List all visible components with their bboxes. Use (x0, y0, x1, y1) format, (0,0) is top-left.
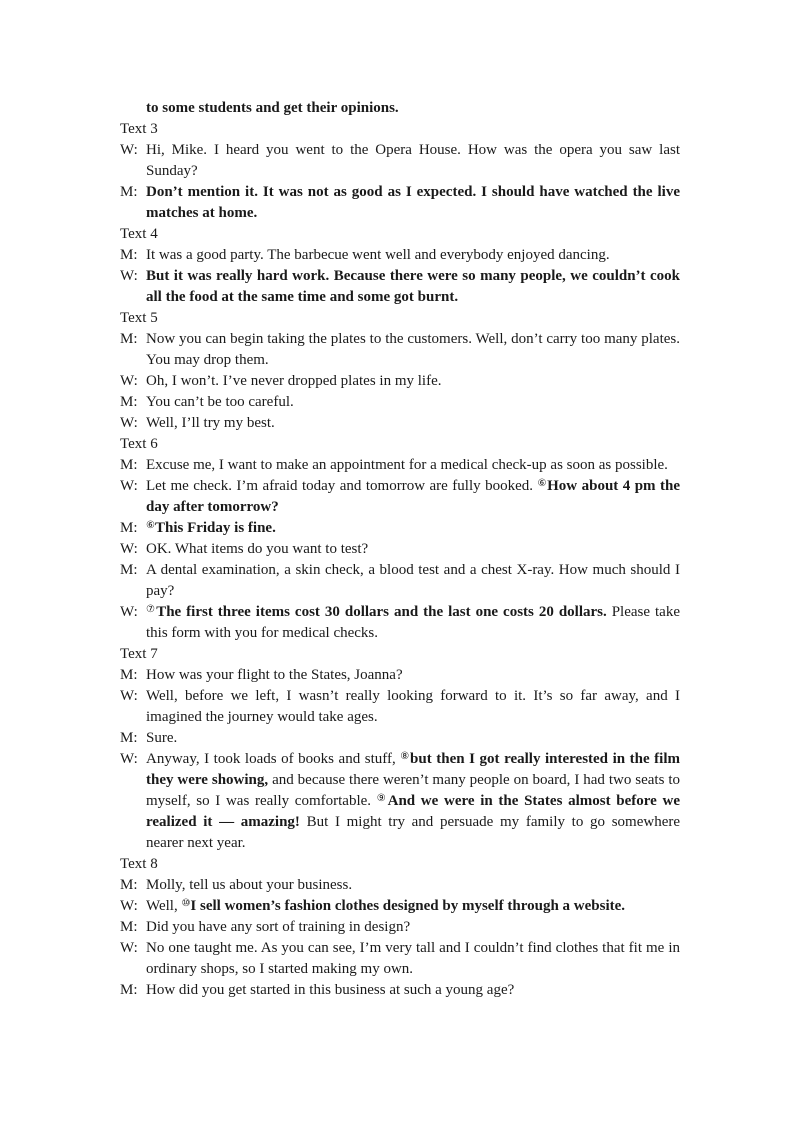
speech-segment: Let me check. I’m afraid today and tomorrow are fully booked. (146, 478, 538, 494)
speech-text (146, 371, 680, 392)
text-heading: Text 7 (120, 646, 158, 662)
speech-text (146, 665, 680, 686)
answer-key-text: How about 4 pm the day after tomorrow? (146, 478, 681, 515)
speaker-label: M: (120, 667, 138, 683)
speech-text (146, 140, 680, 182)
speech-segment: Oh, I won’t. I’ve never dropped plates in my life. (146, 373, 442, 389)
dialogue-turn (120, 182, 680, 224)
speaker-label: M: (120, 520, 138, 536)
speaker-label: M: (120, 562, 138, 578)
question-number-marker: ⑨ (376, 793, 388, 804)
speech-text (146, 938, 680, 980)
dialogue-turn (120, 875, 680, 896)
speech-text (146, 455, 680, 476)
dialogue-turn (120, 749, 680, 854)
speech-text (146, 728, 680, 749)
speech-text (146, 392, 680, 413)
dialogue-turn (120, 413, 680, 434)
speaker-label: M: (120, 184, 138, 200)
speech-text (146, 329, 680, 371)
speech-segment: and because there weren’t many people on board, I had two seats to myself, so I was really comfortable. (146, 772, 680, 809)
speaker-label: W: (120, 142, 138, 158)
speech-segment: OK. What items do you want to test? (146, 541, 369, 557)
speech-text (146, 749, 680, 854)
speech-text (146, 602, 680, 644)
speech-text (146, 875, 680, 896)
speech-text (146, 266, 680, 308)
speech-segment: It was a good party. The barbecue went well and everybody enjoyed dancing. (146, 247, 610, 263)
speech-segment: Now you can begin taking the plates to the customers. Well, don’t carry too many plates. You may drop them. (146, 331, 680, 368)
dialogue-turn (120, 518, 680, 539)
speech-segment: Sure. (146, 730, 178, 746)
speech-segment: Molly, tell us about your business. (146, 877, 353, 893)
speech-segment: Well, I’ll try my best. (146, 415, 275, 431)
intro-continuation: to some students and get their opinions. (146, 100, 399, 116)
text-heading: Text 8 (120, 856, 158, 872)
text-heading: Text 6 (120, 436, 158, 452)
speech-text (146, 518, 680, 539)
speech-segment: Hi, Mike. I heard you went to the Opera House. How was the opera you saw last Sunday? (146, 142, 680, 179)
speech-segment: You can’t be too careful. (146, 394, 294, 410)
speech-segment: Well, before we left, I wasn’t really looking forward to it. It’s so far away, and I imagined the journey would take ages. (146, 688, 680, 725)
dialogue-turn (120, 245, 680, 266)
dialogue-turn (120, 980, 680, 1001)
speech-text (146, 245, 680, 266)
dialogue-turn (120, 602, 680, 644)
speaker-label: M: (120, 247, 138, 263)
answer-key-text: And we were in the States almost before we realized it — amazing! (146, 793, 680, 830)
dialogue-turn (120, 917, 680, 938)
speaker-label: M: (120, 730, 138, 746)
text-heading: Text 3 (120, 121, 158, 137)
question-number-marker: ⑦ (146, 604, 157, 615)
dialogue-turn (120, 329, 680, 371)
question-number-marker: ⑩ (181, 898, 191, 909)
speaker-label: W: (120, 751, 138, 767)
speech-segment: Anyway, I took loads of books and stuff, (146, 751, 401, 767)
dialogue-turn (120, 728, 680, 749)
speech-segment: Please take this form with you for medical checks. (146, 604, 680, 641)
answer-key-text: Don’t mention it. It was not as good as I expected. I should have watched the live matches at home. (146, 184, 680, 221)
text-heading: Text 4 (120, 226, 158, 242)
question-number-marker: ⑥ (146, 520, 155, 531)
speech-segment: But I might try and persuade my family to go somewhere nearer next year. (146, 814, 680, 851)
speaker-label: W: (120, 688, 138, 704)
dialogue-turn (120, 392, 680, 413)
dialogue-turn (120, 560, 680, 602)
dialogue-turn (120, 686, 680, 728)
speaker-label: M: (120, 457, 138, 473)
speaker-label: M: (120, 919, 138, 935)
speaker-label: W: (120, 268, 138, 284)
dialogue-turn (120, 938, 680, 980)
speech-segment: A dental examination, a skin check, a blood test and a chest X-ray. How much should I pay? (146, 562, 680, 599)
text-heading: Text 5 (120, 310, 158, 326)
speech-segment: No one taught me. As you can see, I’m very tall and I couldn’t find clothes that fit me in ordinary shops, so I started making my own. (146, 940, 680, 977)
transcript-texts (120, 119, 680, 1001)
answer-key-text: But it was really hard work. Because there were so many people, we couldn’t cook all the food at the same time and some got burnt. (146, 268, 680, 305)
speech-text (146, 182, 680, 224)
speech-text (146, 413, 680, 434)
dialogue-turn (120, 476, 680, 518)
speech-segment: Well, (146, 898, 182, 914)
dialogue-turn (120, 266, 680, 308)
speaker-label: W: (120, 541, 138, 557)
speech-segment: How did you get started in this business at such a young age? (146, 982, 515, 998)
speaker-label: M: (120, 877, 138, 893)
dialogue-turn (120, 371, 680, 392)
dialogue-turn (120, 140, 680, 182)
speech-text (146, 917, 680, 938)
answer-key-text: This Friday is fine. (154, 520, 276, 536)
speech-text (146, 539, 680, 560)
answer-key-text: The first three items cost 30 dollars and the last one costs 20 dollars. (156, 604, 607, 620)
speech-text (146, 476, 680, 518)
speaker-label: W: (120, 415, 138, 431)
speaker-label: W: (120, 604, 138, 620)
question-number-marker: ⑥ (537, 478, 548, 489)
speaker-label: M: (120, 982, 138, 998)
speaker-label: M: (120, 331, 138, 347)
speaker-label: W: (120, 373, 138, 389)
speech-segment: How was your flight to the States, Joanna? (146, 667, 403, 683)
dialogue-turn (120, 665, 680, 686)
speaker-label: W: (120, 940, 138, 956)
answer-key-text: I sell women’s fashion clothes designed by myself through a website. (190, 898, 626, 914)
dialogue-turn (120, 539, 680, 560)
speech-text (146, 560, 680, 602)
transcript-document (120, 98, 680, 1001)
answer-key-text: but then I got really interested in the film they were showing, (146, 751, 680, 788)
speech-text (146, 980, 680, 1001)
speaker-label: M: (120, 394, 138, 410)
question-number-marker: ⑧ (400, 751, 411, 762)
speaker-label: W: (120, 898, 138, 914)
speech-text (146, 896, 680, 917)
speech-text (146, 686, 680, 728)
speech-segment: Did you have any sort of training in design? (146, 919, 411, 935)
speaker-label: W: (120, 478, 138, 494)
dialogue-turn (120, 896, 680, 917)
speech-segment: Excuse me, I want to make an appointment for a medical check-up as soon as possible. (146, 457, 668, 473)
dialogue-turn (120, 455, 680, 476)
